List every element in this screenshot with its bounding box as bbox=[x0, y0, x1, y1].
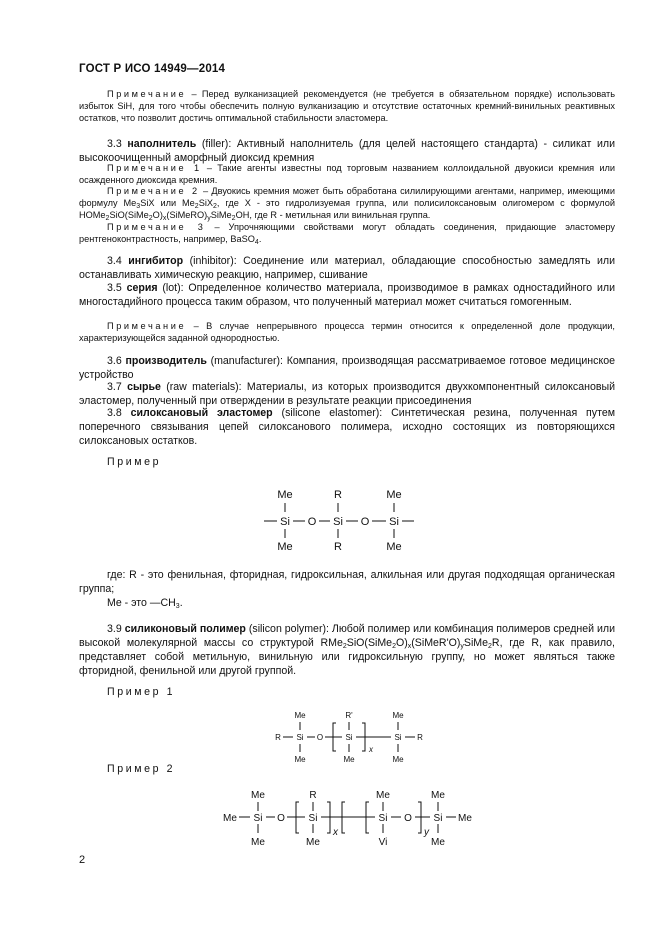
term-3-4 bbox=[79, 254, 615, 282]
note-text: SiMe bbox=[210, 210, 232, 220]
term-definition: (SiMeR'O) bbox=[411, 637, 461, 649]
formula-si: Si bbox=[433, 813, 443, 824]
note-text: SiX или Me bbox=[140, 198, 195, 208]
subscript: 2 bbox=[105, 215, 110, 222]
example-2-label: Пример 2 bbox=[107, 763, 176, 775]
formula-o: O bbox=[360, 516, 370, 528]
formula-si: Si bbox=[394, 733, 402, 742]
formula-si: Si bbox=[378, 813, 388, 824]
note-3-3-1 bbox=[79, 162, 615, 186]
formula-o: O bbox=[404, 813, 412, 824]
term-definition: O) bbox=[395, 637, 408, 649]
formula-x: x bbox=[369, 745, 373, 754]
note-text: SiO(SiMe bbox=[109, 210, 149, 220]
formula-me: Me bbox=[277, 541, 293, 553]
note-text: . bbox=[258, 234, 262, 244]
formula-me: Me bbox=[431, 790, 445, 801]
note-3-3-2 bbox=[79, 185, 615, 221]
formula-r: R bbox=[334, 541, 342, 553]
subscript: x bbox=[407, 643, 412, 650]
formula-x: x bbox=[333, 827, 338, 838]
term-definition: (manufacturer): Компания, производящая рассматриваемое готовое медицинское устройство bbox=[79, 355, 615, 381]
note-text: OH, где R - метильная или винильная группа. bbox=[235, 210, 431, 220]
formula-r: R bbox=[334, 489, 342, 501]
term-name: ингибитор bbox=[128, 255, 184, 267]
formula-me: Me bbox=[392, 755, 404, 764]
example-1-label: Пример 1 bbox=[107, 686, 176, 698]
term-name: силиконовый полимер bbox=[124, 623, 246, 635]
term-definition: (raw materials): Материалы, из которых производится двухкомпонентный силоксановый эластомер, полученный при отверждении в результате реакции присоединения bbox=[79, 381, 615, 407]
note-text: – Такие агенты известны под торговым названием коллоидальной двуокиси кремния или осажденного диоксида кремния. bbox=[79, 163, 615, 185]
term-definition: (inhibitor): Соединение или материал, обладающие способностью замедлять или останавливать химическую реакцию, например, сшивание bbox=[79, 255, 615, 281]
page-number: 2 bbox=[79, 854, 86, 866]
note-3-3-3 bbox=[79, 221, 615, 245]
formula-me: Me bbox=[431, 837, 445, 848]
note-text: – Упрочняющими свойствами могут обладать соединения, придающие эластомеру рентгеноконтрастность, например, BaSO bbox=[79, 222, 615, 244]
subscript: 2 bbox=[231, 215, 236, 222]
formula-o: O bbox=[316, 733, 324, 742]
subscript: 4 bbox=[254, 239, 259, 246]
subscript: 2 bbox=[148, 215, 153, 222]
formula-me: Me bbox=[386, 541, 402, 553]
term-definition: (silicon polymer): Любой полимер или комбинация полимеров средней или высокой молекулярной массы со структурой RMe bbox=[79, 623, 615, 649]
term-definition: (silicone elastomer): Синтетическая резина, полученная путем поперечного связывания цепей силоксанового полимера, исходно состоящих из повторяющихся силоксановых остатков. bbox=[79, 407, 616, 447]
formula-me: Me bbox=[277, 489, 293, 501]
siloxane-formula bbox=[250, 483, 430, 555]
note-label: Примечание bbox=[107, 321, 187, 331]
formula-o: O bbox=[277, 813, 285, 824]
formula-me: Me bbox=[392, 711, 404, 720]
formula-me: Me bbox=[458, 813, 472, 824]
formula-o: O bbox=[307, 516, 317, 528]
formula-si: Si bbox=[253, 813, 263, 824]
subscript: y bbox=[207, 215, 211, 222]
formula-me: Me bbox=[376, 790, 390, 801]
term-number: 3.3 bbox=[107, 138, 128, 150]
polymer-formula-2 bbox=[220, 786, 485, 850]
term-number: 3.5 bbox=[107, 282, 127, 294]
note-text: O) bbox=[152, 210, 163, 220]
formula-me: Me bbox=[223, 813, 237, 824]
subscript: 2 bbox=[488, 643, 492, 650]
subscript: 2 bbox=[194, 203, 199, 210]
formula-me: Me bbox=[386, 489, 402, 501]
formula-si: Si bbox=[345, 733, 353, 742]
formula-r: R bbox=[417, 733, 423, 742]
subscript: 3 bbox=[175, 603, 180, 610]
where-text: . bbox=[179, 597, 183, 609]
note-label: Примечание 3 bbox=[107, 222, 206, 232]
term-number: 3.9 bbox=[107, 623, 125, 635]
note-label: Примечание 1 bbox=[107, 163, 202, 173]
formula-si: Si bbox=[296, 733, 304, 742]
note-text: SiX bbox=[198, 198, 214, 208]
formula-vi: Vi bbox=[378, 837, 388, 848]
note-text: – Двуокись кремния может быть обработана силилирующими агентами, например, имеющими формулу Me bbox=[79, 186, 615, 208]
where-text: Me - это —CH bbox=[107, 597, 176, 609]
note-label: Примечание bbox=[107, 89, 187, 99]
note-text: (SiMeRO) bbox=[166, 210, 208, 220]
subscript: x bbox=[162, 215, 167, 222]
term-number: 3.6 bbox=[107, 355, 126, 367]
formula-me: Me bbox=[294, 755, 306, 764]
subscript: 2 bbox=[392, 643, 396, 650]
note-main bbox=[79, 88, 615, 124]
term-3-9 bbox=[79, 622, 615, 678]
term-definition: (filler): Активный наполнитель (для целей настоящего стандарта) - силикат или высокоочищенный аморфный диоксид кремния bbox=[79, 138, 615, 164]
where-me bbox=[79, 596, 615, 610]
formula-me: Me bbox=[306, 837, 320, 848]
formula-me: Me bbox=[251, 837, 265, 848]
subscript: 2 bbox=[213, 203, 217, 210]
formula-si: Si bbox=[389, 516, 399, 528]
term-name: сырье bbox=[127, 381, 161, 393]
polymer-formula-1 bbox=[268, 708, 438, 766]
note-text: – Перед вулканизацией рекомендуется (не требуется в обязательном порядке) использовать избыток SiH, для того чтобы обеспечить полную вулканизацию и отсутствие остаточных кремний-винильных реактивных остатков, что позволит достичь оптимальной стабильности эластомера. bbox=[79, 89, 615, 123]
term-definition: SiMe bbox=[463, 637, 489, 649]
note-text: , где X - это гидролизуемая группа, или полисилоксановым олигомером с формулой HOMe bbox=[79, 198, 615, 220]
term-name: производитель bbox=[125, 355, 207, 367]
term-3-8 bbox=[79, 406, 615, 448]
term-3-6 bbox=[79, 354, 615, 382]
term-name: наполнитель bbox=[127, 138, 197, 150]
term-name: серия bbox=[126, 282, 158, 294]
note-3-5 bbox=[79, 320, 615, 344]
term-number: 3.8 bbox=[107, 407, 131, 419]
subscript: 2 bbox=[342, 643, 347, 650]
note-label: Примечание 2 bbox=[107, 186, 200, 196]
formula-me: Me bbox=[294, 711, 306, 720]
formula-si: Si bbox=[280, 516, 290, 528]
formula-me: Me bbox=[343, 755, 355, 764]
term-definition: SiO(SiMe bbox=[346, 637, 393, 649]
term-definition: (lot): Определенное количество материала, производимое в рамках одностадийного или многостадийного процесса таким образом, что полученный материал может считаться гомогенным. bbox=[79, 282, 616, 308]
term-3-5 bbox=[79, 281, 615, 309]
formula-si: Si bbox=[308, 813, 318, 824]
term-name: силоксановый эластомер bbox=[130, 407, 273, 419]
term-3-7 bbox=[79, 380, 615, 408]
term-definition: R, где R, как правило, представляет собой метильную, винильную или гидроксильную группу, но может являться также фторидной, фенильной или другой группой. bbox=[79, 637, 615, 677]
formula-r-prime: R' bbox=[345, 711, 353, 720]
subscript: 3 bbox=[136, 203, 141, 210]
term-number: 3.7 bbox=[107, 381, 128, 393]
document-header: ГОСТ Р ИСО 14949—2014 bbox=[79, 63, 226, 75]
formula-me: Me bbox=[251, 790, 265, 801]
formula-r: R bbox=[309, 790, 317, 801]
formula-y: y bbox=[424, 827, 429, 838]
term-3-3 bbox=[79, 137, 615, 165]
example-label: Пример bbox=[107, 456, 162, 468]
formula-si: Si bbox=[333, 516, 343, 528]
where-clause: где: R - это фенильная, фторидная, гидроксильная, алкильная или другая подходящая органическая группа; bbox=[79, 569, 615, 595]
note-text: – В случае непрерывного процесса термин относится к определенной доле продукции, характеризующейся заданной однородностью. bbox=[79, 321, 615, 343]
formula-r: R bbox=[275, 733, 281, 742]
term-number: 3.4 bbox=[107, 255, 129, 267]
subscript: y bbox=[460, 643, 464, 650]
